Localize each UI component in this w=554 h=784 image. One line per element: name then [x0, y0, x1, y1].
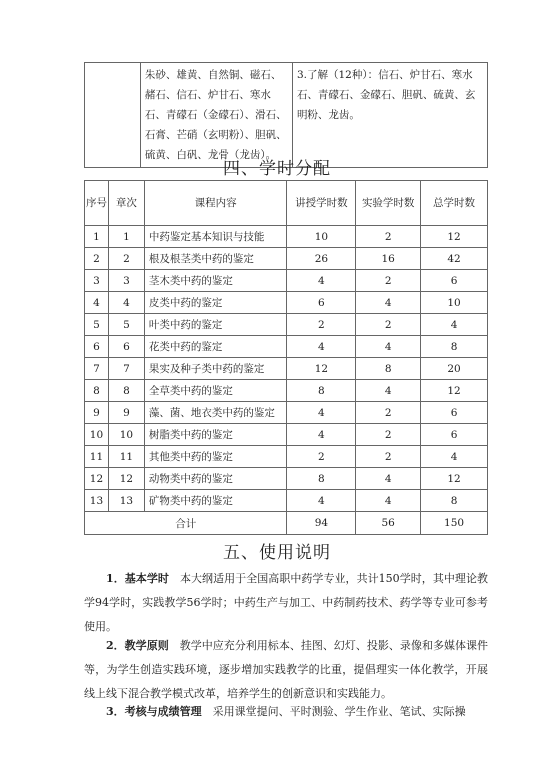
- cell-lecture: 8: [287, 468, 356, 490]
- table-cell: 朱砂、雄黄、自然铜、磁石、赭石、信石、炉甘石、寒水石、青礞石（金礞石）、滑石、石膏、芒硝（玄明粉）、胆矾、硫黄、白矾、龙骨（龙齿）。: [140, 63, 292, 168]
- cell-content: 茎木类中药的鉴定: [144, 270, 287, 292]
- total-label: 合计: [85, 512, 287, 535]
- cell-total: 4: [421, 314, 488, 336]
- table-cell: [85, 63, 141, 168]
- table-total-row: [85, 512, 488, 535]
- cell-lecture: 10: [287, 226, 356, 248]
- cell-no: 8: [85, 380, 109, 402]
- total-lab: 56: [356, 512, 421, 535]
- cell-no: 13: [85, 490, 109, 512]
- table-row: [85, 358, 488, 380]
- section-title-hours: 四、学时分配: [223, 159, 331, 179]
- cell-lab: 4: [356, 468, 421, 490]
- header-chapter: 章次: [108, 181, 144, 226]
- cell-no: 5: [85, 314, 109, 336]
- cell-chapter: 4: [108, 292, 144, 314]
- cell-no: 12: [85, 468, 109, 490]
- cell-lab: 2: [356, 226, 421, 248]
- cell-total: 20: [421, 358, 488, 380]
- cell-content: 花类中药的鉴定: [144, 336, 287, 358]
- cell-content: 果实及种子类中药的鉴定: [144, 358, 287, 380]
- cell-lab: 4: [356, 336, 421, 358]
- table-row: [85, 424, 488, 446]
- cell-content: 全草类中药的鉴定: [144, 380, 287, 402]
- cell-lecture: 4: [287, 402, 356, 424]
- cell-chapter: 10: [108, 424, 144, 446]
- header-content: 课程内容: [144, 181, 287, 226]
- cell-total: 42: [421, 248, 488, 270]
- cell-lecture: 2: [287, 314, 356, 336]
- content-table-continuation: [84, 62, 488, 168]
- cell-lab: 2: [356, 424, 421, 446]
- cell-total: 6: [421, 402, 488, 424]
- paragraph-text: 教学中应充分利用标本、挂图、幻灯、投影、录像和多媒体课件等，为学生创造实践环境，逐步增加实践教学的比重，提倡理实一体化教学，开展线上线下混合教学模式改革，培养学生的创新意识和实践能力。: [84, 639, 488, 700]
- cell-content: 树脂类中药的鉴定: [144, 424, 287, 446]
- header-total: 总学时数: [421, 181, 488, 226]
- cell-total: 8: [421, 336, 488, 358]
- cell-no: 3: [85, 270, 109, 292]
- cell-no: 2: [85, 248, 109, 270]
- header-lecture: 讲授学时数: [287, 181, 356, 226]
- table-row: [85, 63, 488, 168]
- paragraph-lead: 3．考核与成绩管理: [106, 705, 202, 718]
- cell-lecture: 4: [287, 270, 356, 292]
- cell-lecture: 4: [287, 424, 356, 446]
- table-row: [85, 490, 488, 512]
- cell-chapter: 8: [108, 380, 144, 402]
- total-lecture: 94: [287, 512, 356, 535]
- cell-no: 10: [85, 424, 109, 446]
- table-row: [85, 402, 488, 424]
- cell-chapter: 1: [108, 226, 144, 248]
- cell-lab: 16: [356, 248, 421, 270]
- cell-lab: 4: [356, 490, 421, 512]
- cell-no: 7: [85, 358, 109, 380]
- cell-lecture: 2: [287, 446, 356, 468]
- cell-chapter: 6: [108, 336, 144, 358]
- table-row: [85, 292, 488, 314]
- cell-content: 藻、菌、地衣类中药的鉴定: [144, 402, 287, 424]
- cell-content: 叶类中药的鉴定: [144, 314, 287, 336]
- section-title-usage: 五、使用说明: [223, 543, 331, 563]
- table-row: [85, 248, 488, 270]
- table-cell: 3.了解（12种）：信石、炉甘石、寒水石、青礞石、金礞石、胆矾、硫黄、玄明粉、龙齿。: [292, 63, 487, 168]
- cell-total: 6: [421, 424, 488, 446]
- table-header-row: [85, 181, 488, 226]
- cell-lab: 8: [356, 358, 421, 380]
- cell-content: 其他类中药的鉴定: [144, 446, 287, 468]
- cell-no: 1: [85, 226, 109, 248]
- cell-no: 4: [85, 292, 109, 314]
- paragraph-text: 采用课堂提问、平时测验、学生作业、笔试、实际操: [201, 705, 466, 718]
- cell-lab: 4: [356, 292, 421, 314]
- cell-chapter: 7: [108, 358, 144, 380]
- cell-lab: 2: [356, 446, 421, 468]
- paragraph-text: 本大纲适用于全国高职中药学专业，共计150学时，其中理论教学94学时，实践教学56学时；中药生产与加工、中药制药技术、药学等专业可参考使用。: [84, 572, 488, 633]
- table-row: [85, 468, 488, 490]
- usage-paragraph: [84, 634, 488, 706]
- cell-chapter: 11: [108, 446, 144, 468]
- cell-total: 12: [421, 468, 488, 490]
- header-lab: 实验学时数: [356, 181, 421, 226]
- cell-chapter: 5: [108, 314, 144, 336]
- cell-content: 动物类中药的鉴定: [144, 468, 287, 490]
- cell-lecture: 4: [287, 336, 356, 358]
- header-no: 序号: [85, 181, 109, 226]
- cell-total: 4: [421, 446, 488, 468]
- cell-total: 6: [421, 270, 488, 292]
- cell-chapter: 2: [108, 248, 144, 270]
- cell-lab: 2: [356, 402, 421, 424]
- table-row: [85, 314, 488, 336]
- cell-no: 9: [85, 402, 109, 424]
- table-row: [85, 446, 488, 468]
- table-row: [85, 270, 488, 292]
- table-row: [85, 336, 488, 358]
- paragraph-lead: 2．教学原则: [106, 639, 169, 652]
- cell-lecture: 8: [287, 380, 356, 402]
- table-row: [85, 380, 488, 402]
- cell-total: 12: [421, 380, 488, 402]
- usage-paragraph: [84, 567, 488, 639]
- cell-content: 矿物类中药的鉴定: [144, 490, 287, 512]
- cell-no: 6: [85, 336, 109, 358]
- cell-total: 10: [421, 292, 488, 314]
- cell-lab: 2: [356, 314, 421, 336]
- paragraph-lead: 1．基本学时: [106, 572, 169, 585]
- usage-paragraph: [84, 700, 488, 724]
- table-row: [85, 226, 488, 248]
- cell-lecture: 12: [287, 358, 356, 380]
- cell-chapter: 9: [108, 402, 144, 424]
- cell-total: 12: [421, 226, 488, 248]
- cell-lecture: 6: [287, 292, 356, 314]
- cell-lab: 2: [356, 270, 421, 292]
- cell-lecture: 4: [287, 490, 356, 512]
- cell-total: 8: [421, 490, 488, 512]
- hours-allocation-table: [84, 180, 488, 535]
- cell-lecture: 26: [287, 248, 356, 270]
- cell-content: 根及根茎类中药的鉴定: [144, 248, 287, 270]
- total-hours: 150: [421, 512, 488, 535]
- cell-chapter: 3: [108, 270, 144, 292]
- cell-lab: 4: [356, 380, 421, 402]
- cell-chapter: 13: [108, 490, 144, 512]
- cell-content: 皮类中药的鉴定: [144, 292, 287, 314]
- cell-content: 中药鉴定基本知识与技能: [144, 226, 287, 248]
- cell-no: 11: [85, 446, 109, 468]
- cell-chapter: 12: [108, 468, 144, 490]
